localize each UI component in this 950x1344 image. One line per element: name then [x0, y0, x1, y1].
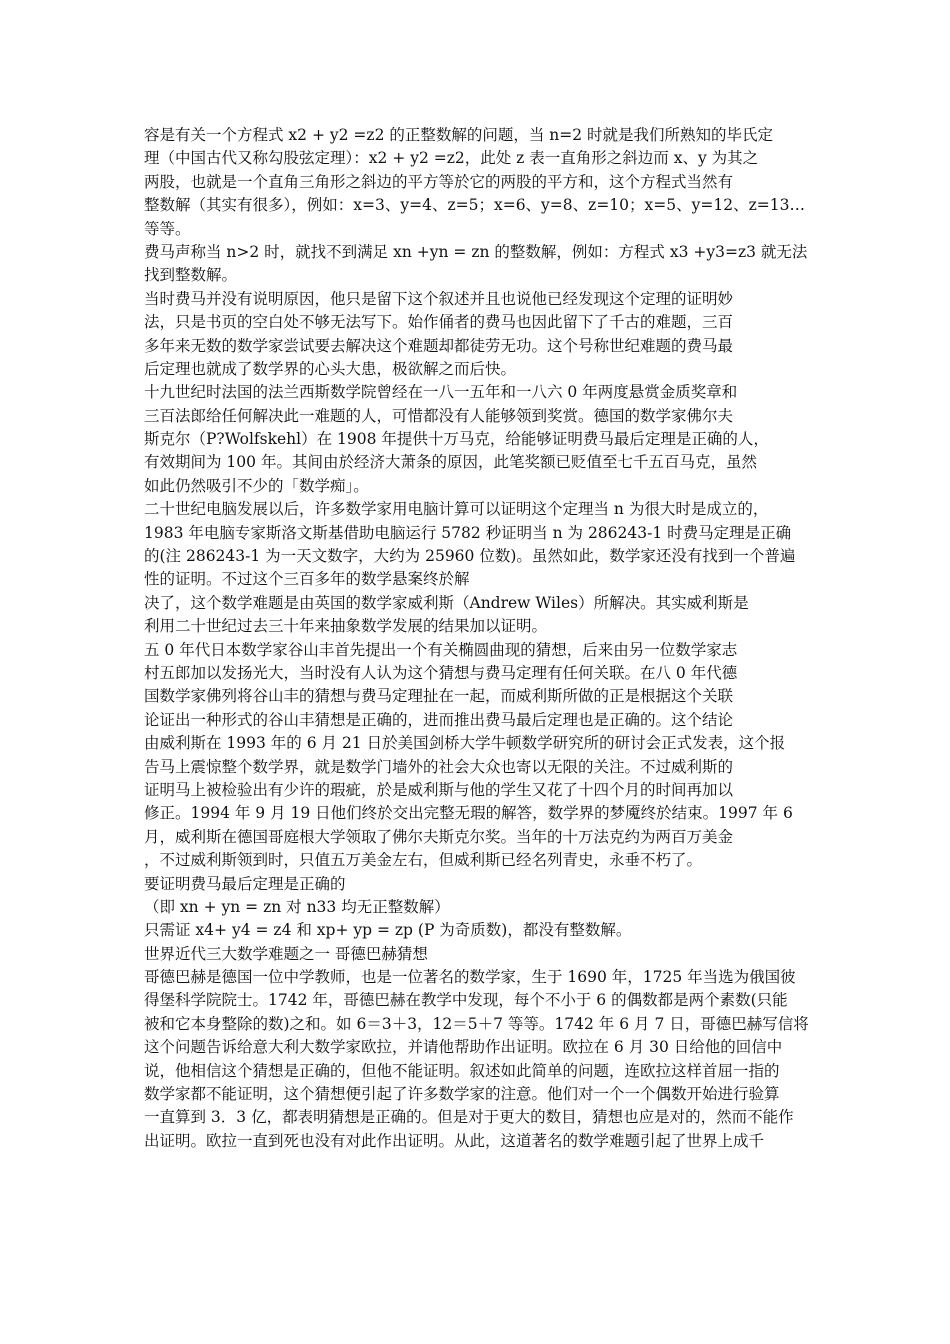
- document-body: [144, 124, 816, 1153]
- text-line: 一直算到 3．3 亿，都表明猜想是正确的。但是对于更大的数目，猜想也应是对的，然而不能作: [144, 1108, 794, 1127]
- text-line: 两股，也就是一个直角三角形之斜边的平方等於它的两股的平方和，这个方程式当然有: [144, 172, 734, 191]
- text-line: 被和它本身整除的数)之和。如 6＝3＋3，12＝5＋7 等等。1742 年 6 月 7 日，哥德巴赫写信将: [144, 1014, 809, 1033]
- text-line: 理（中国古代又称勾股弦定理）：x2 + y2 =z2，此处 z 表一直角形之斜边而 x、y 为其之: [144, 149, 759, 168]
- text-line: 如此仍然吸引不少的「数学痴」。: [144, 476, 369, 495]
- text-line: 决了，这个数学难题是由英国的数学家威利斯（Andrew Wiles）所解决。其实威利斯是: [144, 593, 749, 612]
- text-line: 得堡科学院院士。1742 年，哥德巴赫在教学中发现，每个不小于 6 的偶数都是两个素数(只能: [144, 991, 788, 1010]
- text-line: 说，他相信这个猜想是正确的，但他不能证明。叙述如此简单的问题，连欧拉这样首屈一指的: [144, 1061, 780, 1080]
- text-line: 容是有关一个方程式 x2 + y2 =z2 的正整数解的问题，当 n=2 时就是我们所熟知的毕氏定: [144, 126, 774, 144]
- text-line: 只需证 x4+ y4 = z4 和 xp+ yp = zp (P 为奇质数)，都没有整数解。: [144, 921, 632, 940]
- text-line: 当时费马并没有说明原因，他只是留下这个叙述并且也说他已经发现这个定理的证明妙: [144, 289, 734, 308]
- text-line: 整数解（其实有很多），例如：x=3、y=4、z=5；x=6、y=8、z=10；x=5、y=12、z=13…: [144, 196, 805, 215]
- text-line: 有效期间为 100 年。其间由於经济大萧条的原因，此笔奖额已贬值至七千五百马克，虽然: [144, 453, 757, 472]
- text-line: 五 0 年代日本数学家谷山丰首先提出一个有关椭圆曲现的猜想，后来由另一位数学家志: [144, 640, 738, 659]
- text-line: 告马上震惊整个数学界，就是数学门墙外的社会大众也寄以无限的关注。不过威利斯的: [144, 757, 734, 776]
- text-line: 性的证明。不过这个三百多年的数学悬案终於解: [144, 570, 470, 589]
- text-line: 哥德巴赫是德国一位中学教师，也是一位著名的数学家，生于 1690 年，1725 年当选为俄国彼: [144, 968, 796, 987]
- section-heading: 世界近代三大数学难题之一 哥德巴赫猜想: [144, 944, 428, 963]
- text-line: 要证明费马最后定理是正确的: [144, 874, 346, 893]
- text-line: 证明马上被检验出有少许的瑕疵，於是威利斯与他的学生又花了十四个月的时间再加以: [144, 780, 734, 799]
- text-line: （即 xn + yn = zn 对 n33 均无正整数解）: [144, 897, 450, 916]
- text-line: 月，威利斯在德国哥庭根大学领取了佛尔夫斯克尔奖。当年的十万法克约为两百万美金: [144, 827, 734, 846]
- text-line: 法，只是书页的空白处不够无法写下。始作俑者的费马也因此留下了千古的难题，三百: [144, 313, 734, 332]
- text-line: 三百法郎给任何解决此一难题的人，可惜都没有人能够领到奖赏。德国的数学家佛尔夫: [144, 406, 734, 425]
- text-line: 二十世纪电脑发展以后，许多数学家用电脑计算可以证明这个定理当 n 为很大时是成立的，: [144, 500, 769, 519]
- text-line: 修正。1994 年 9 月 19 日他们终於交出完整无瑕的解答，数学界的梦魇终於结束。1997 年 6: [144, 804, 793, 823]
- text-line: 这个问题告诉给意大利大数学家欧拉，并请他帮助作出证明。欧拉在 6 月 30 日给他的回信中: [144, 1038, 783, 1057]
- text-line: 费马声称当 n>2 时，就找不到满足 xn +yn = zn 的整数解，例如：方程式 x3 +y3=z3 就无法: [144, 242, 808, 261]
- text-line: 十九世纪时法国的法兰西斯数学院曾经在一八一五年和一八六 0 年两度悬赏金质奖章和: [144, 383, 738, 402]
- text-line: 斯克尔（P?Wolfskehl）在 1908 年提供十万马克，给能够证明费马最后定理是正确的人，: [144, 430, 769, 449]
- text-line: 出证明。欧拉一直到死也没有对此作出证明。从此，这道著名的数学难题引起了世界上成千: [144, 1131, 765, 1150]
- text-line: 的(注 286243-1 为一天文数字，大约为 25960 位数)。虽然如此，数学家还没有找到一个普遍: [144, 547, 796, 566]
- text-line: 后定理也就成了数学界的心头大患，极欲解之而后快。: [144, 359, 517, 378]
- text-line: 1983 年电脑专家斯洛文斯基借助电脑运行 5782 秒证明当 n 为 286243-1 时费马定理是正确: [144, 523, 792, 542]
- text-line: 等等。: [144, 219, 191, 238]
- text-line: ，不过威利斯领到时，只值五万美金左右，但威利斯已经名列青史，永垂不朽了。: [144, 851, 703, 870]
- text-line: 找到整数解。: [144, 266, 238, 285]
- text-line: 数学家都不能证明，这个猜想便引起了许多数学家的注意。他们对一个一个偶数开始进行验算: [144, 1085, 780, 1104]
- text-line: 多年来无数的数学家尝试要去解决这个难题却都徒劳无功。这个号称世纪难题的费马最: [144, 336, 734, 355]
- text-line: 由威利斯在 1993 年的 6 月 21 日於美国剑桥大学牛顿数学研究所的研讨会正式发表，这个报: [144, 734, 786, 753]
- text-line: 国数学家佛列将谷山丰的猜想与费马定理扯在一起，而威利斯所做的正是根据这个关联: [144, 687, 734, 706]
- text-line: 利用二十世纪过去三十年来抽象数学发展的结果加以证明。: [144, 617, 548, 636]
- text-line: 论证出一种形式的谷山丰猜想是正确的，进而推出费马最后定理也是正确的。这个结论: [144, 710, 734, 729]
- text-line: 村五郎加以发扬光大，当时没有人认为这个猜想与费马定理有任何关联。在八 0 年代德: [144, 663, 738, 682]
